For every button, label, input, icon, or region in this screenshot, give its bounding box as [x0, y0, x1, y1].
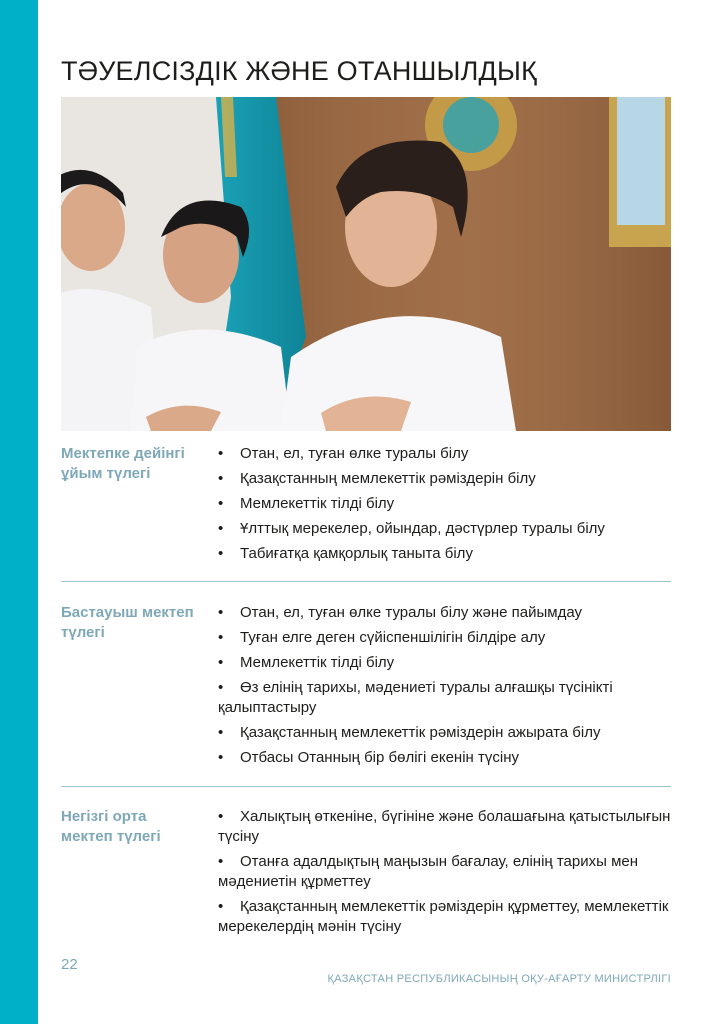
bullet-dot: •: [218, 445, 224, 462]
section-label: Мектепке дейінгі ұйым түлегі: [61, 445, 185, 482]
section-label: Бастауыш мектеп түлегі: [61, 604, 194, 641]
list-item: • Туған елге деген сүйіспеншілігін білдіре алу: [218, 629, 546, 646]
side-accent-bar: [0, 0, 38, 1024]
bullet-dot: •: [218, 495, 224, 512]
page-title: ТӘУЕЛСІЗДІК ЖӘНЕ ОТАНШЫЛДЫҚ: [61, 56, 538, 86]
list-item: • Ұлттық мерекелер, ойындар, дәстүрлер туралы білу: [218, 520, 605, 537]
list-item: • Отанға адалдықтың маңызын бағалау, елінің тарихы мен мәдениетін құрметтеу: [218, 853, 639, 890]
bullet-dot: •: [218, 470, 224, 487]
bullet-dot: •: [218, 629, 224, 646]
bullet-dot: •: [218, 654, 224, 671]
bullet-dot: •: [218, 679, 224, 696]
list-item: • Өз елінің тарихы, мәдениеті туралы алғашқы түсінікті қалыптастыру: [218, 679, 613, 716]
list-item: • Отбасы Отанның бір бөлігі екенін түсіну: [218, 749, 519, 766]
list-item: • Табиғатқа қамқорлық таныта білу: [218, 545, 473, 562]
bullet-dot: •: [218, 520, 224, 537]
section-divider: [61, 581, 671, 582]
bullet-list: [218, 807, 671, 942]
list-item: • Қазақстанның мемлекеттік рәміздерін ажырата білу: [218, 724, 601, 741]
list-item: • Қазақстанның мемлекеттік рәміздерін құрметтеу, мемлекеттік мерекелердің мәнін түсіну: [218, 898, 669, 935]
bullet-list: [218, 444, 671, 569]
bullet-dot: •: [218, 604, 224, 621]
footer-ministry-name: ҚАЗАҚСТАН РЕСПУБЛИКАСЫНЫҢ ОҚУ-АҒАРТУ МИНИСТРЛІГІ: [327, 973, 671, 985]
bullet-dot: •: [218, 545, 224, 562]
list-item: • Халықтың өткеніне, бүгініне және болашағына қатыстылығын түсіну: [218, 808, 671, 845]
list-item: • Отан, ел, туған өлке туралы білу: [218, 445, 469, 462]
bullet-dot: •: [218, 853, 224, 870]
bullet-dot: •: [218, 749, 224, 766]
bullet-dot: •: [218, 898, 224, 915]
section-divider: [61, 786, 671, 787]
list-item: • Мемлекеттік тілді білу: [218, 654, 395, 671]
page-number: 22: [61, 956, 78, 973]
bullet-dot: •: [218, 724, 224, 741]
students-photo: [61, 97, 671, 431]
section-label: Негізгі орта мектеп түлегі: [61, 808, 161, 845]
bullet-dot: •: [218, 808, 224, 825]
list-item: • Қазақстанның мемлекеттік рәміздерін білу: [218, 470, 536, 487]
list-item: • Отан, ел, туған өлке туралы білу және пайымдау: [218, 604, 583, 621]
list-item: • Мемлекеттік тілді білу: [218, 495, 395, 512]
bullet-list: [218, 603, 671, 773]
